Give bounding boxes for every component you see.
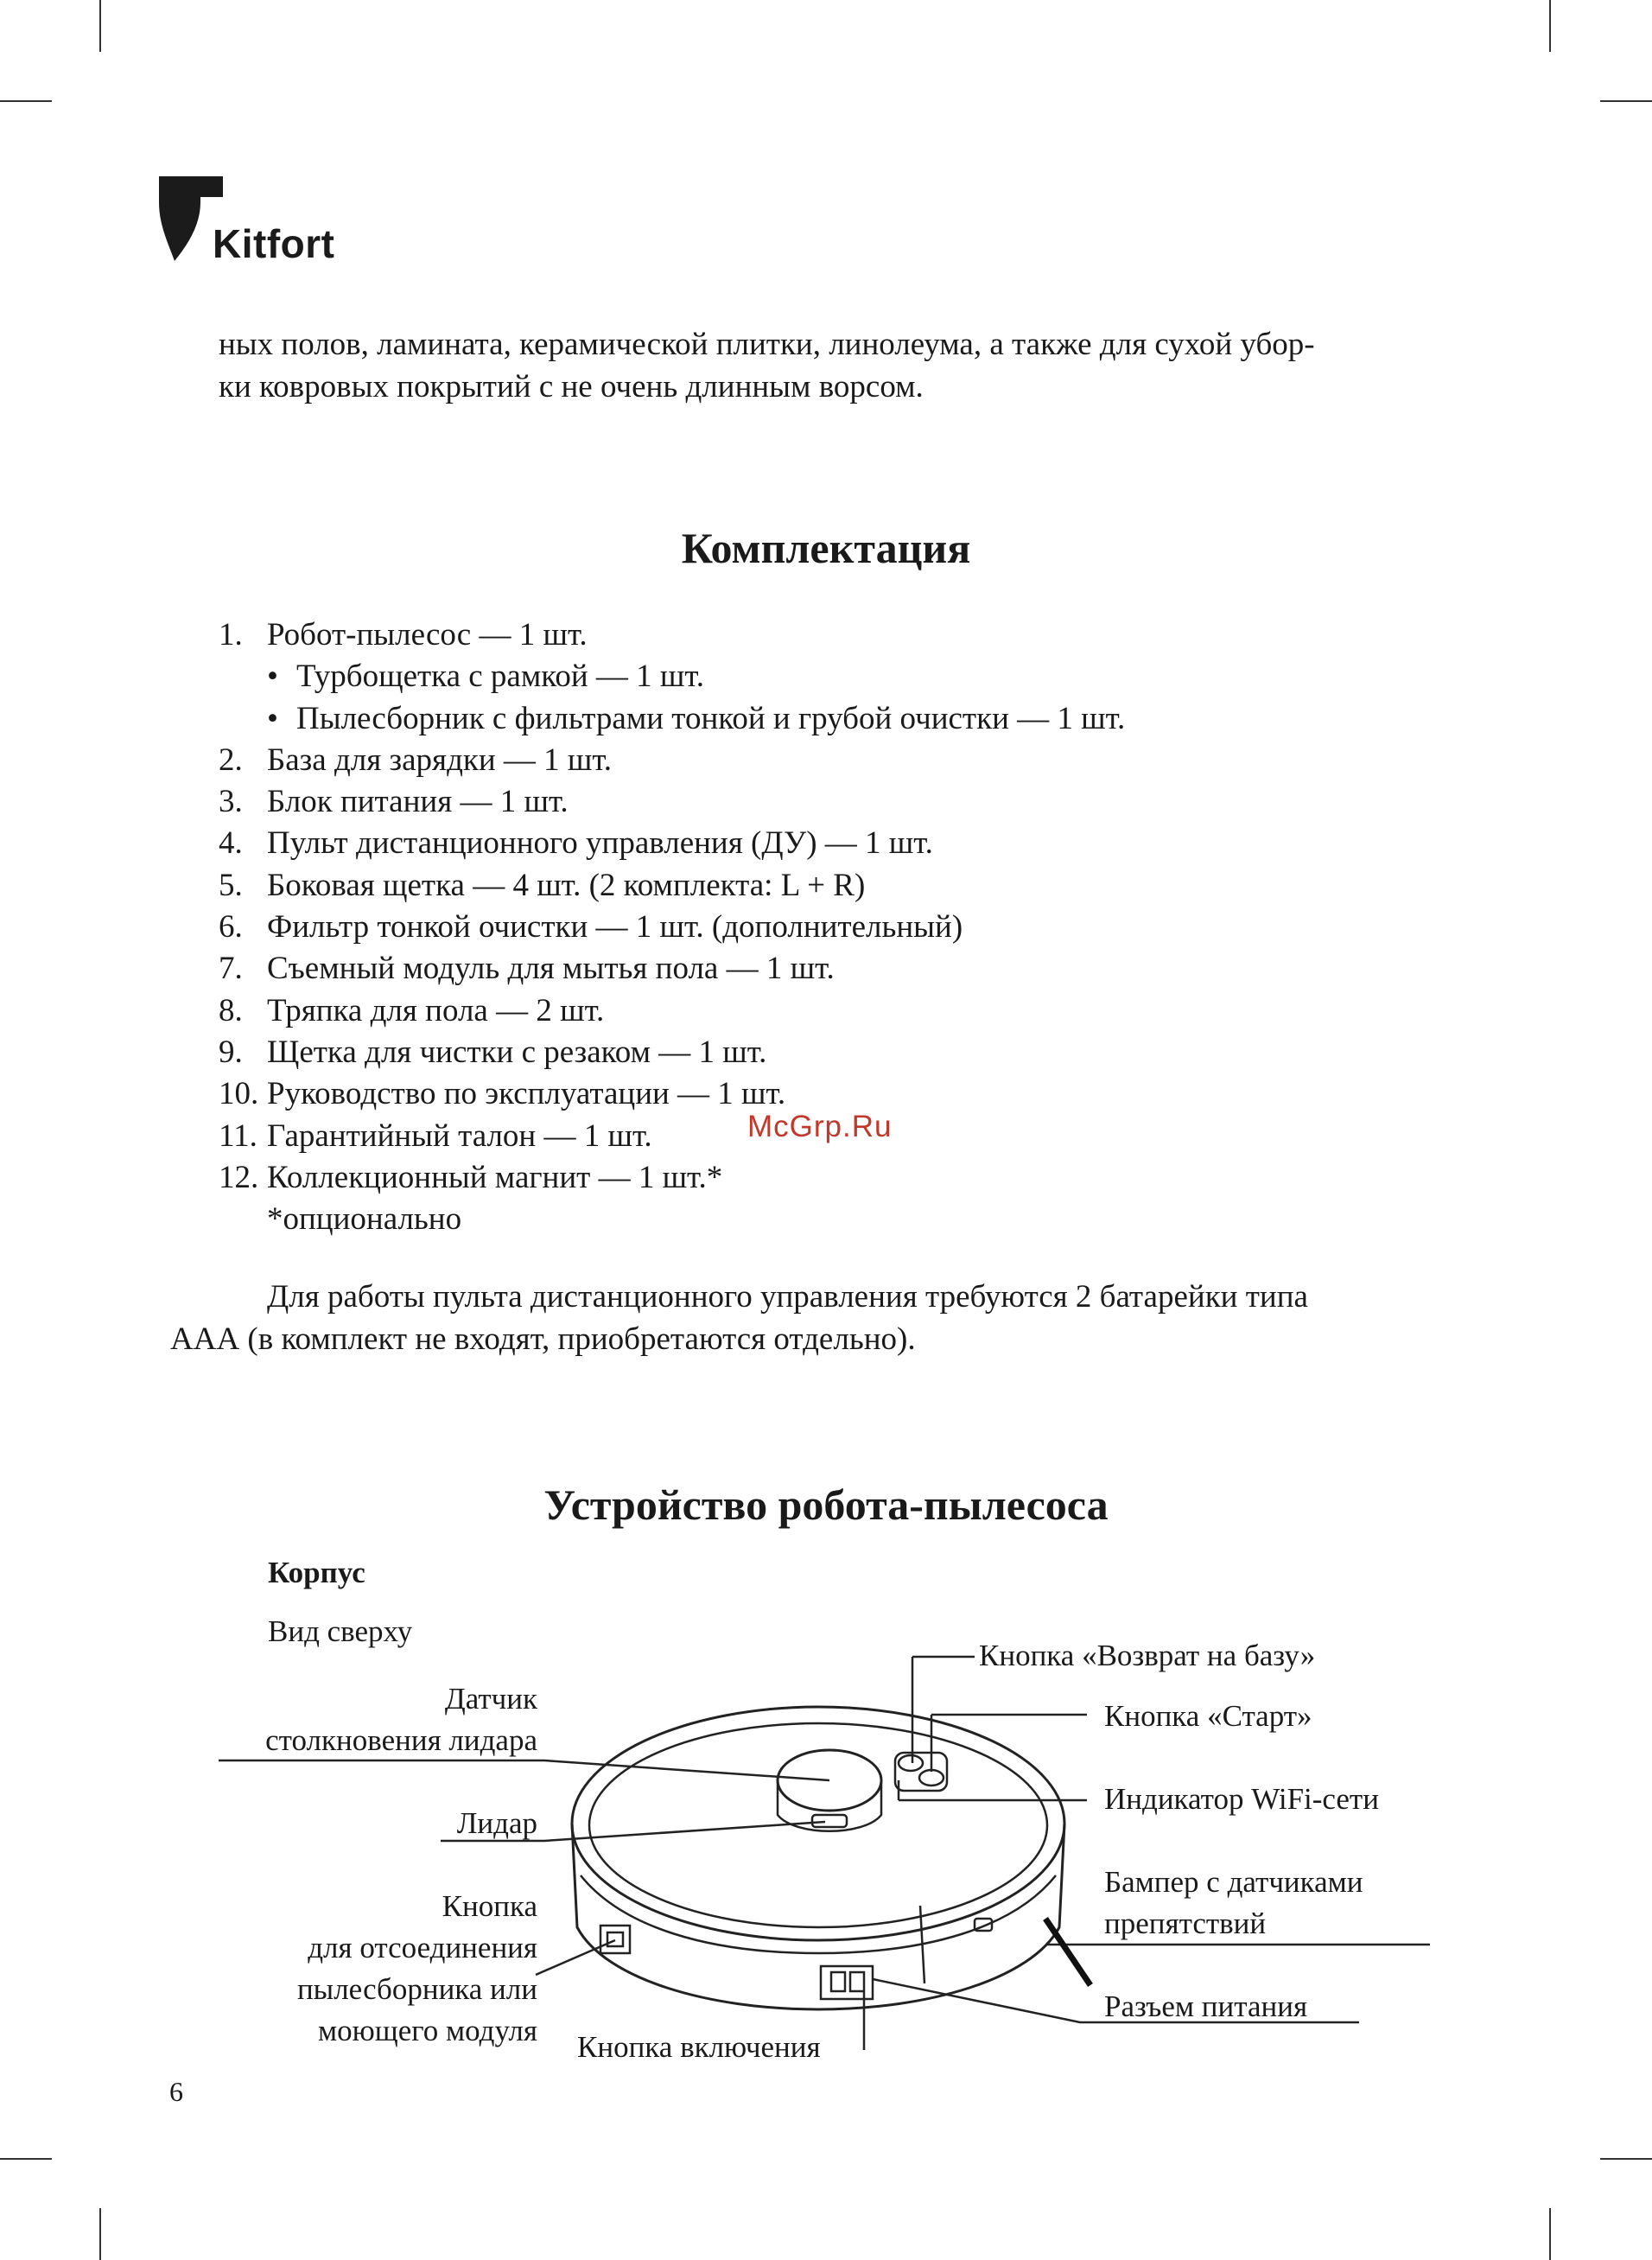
battery-note: Для работы пульта дистанционного управления требуются 2 батарейки типа ААА (в комплект не входят, приобретаются отдельно). xyxy=(170,1279,1308,1357)
brand-name: Kitfort xyxy=(213,221,335,266)
page-number: 6 xyxy=(169,2076,183,2107)
list-item: 2. База для зарядки — 1 шт. xyxy=(219,742,613,778)
footnote: *опционально xyxy=(267,1201,462,1238)
view-caption: Вид сверху xyxy=(268,1614,413,1648)
lidar-label: Лидар xyxy=(456,1806,537,1840)
watermark: McGrp.Ru xyxy=(747,1110,893,1143)
intro-line: ки ковровых покрытий с не очень длинным ворсом. xyxy=(219,369,924,404)
release-button-label: Кнопка для отсоединения пылесборника или моющего модуля xyxy=(296,1889,537,2047)
list-item: 4. Пульт дистанционного управления (ДУ) — 1 шт. xyxy=(219,825,933,862)
intro-line: ных полов, ламината, керамической плитки, линолеума, а также для сухой убор- xyxy=(219,327,1315,362)
lidar-sensor-label: Датчик столкновения лидара xyxy=(265,1682,537,1757)
list-subitem: • Пылесборник с фильтрами тонкой и грубой очистки — 1 шт. xyxy=(267,700,1126,736)
power-switch-label: Кнопка включения xyxy=(577,2030,821,2064)
wifi-indicator-label: Индикатор WiFi-сети xyxy=(1104,1782,1379,1816)
body-subheading: Корпус xyxy=(268,1556,365,1589)
list-item: 3. Блок питания — 1 шт. xyxy=(219,784,569,820)
bumper-label: Бампер с датчиками препятствий xyxy=(1104,1865,1363,1940)
list-item: 1. Робот-пылесос — 1 шт. xyxy=(219,617,588,653)
list-item: 12. Коллекционный магнит — 1 шт.* xyxy=(219,1159,723,1195)
power-socket-label: Разъем питания xyxy=(1104,1989,1308,2023)
list-item: 10. Руководство по эксплуатации — 1 шт. xyxy=(219,1076,786,1112)
contents-heading: Комплектация xyxy=(681,524,971,572)
list-item: 9. Щетка для чистки с резаком — 1 шт. xyxy=(219,1034,767,1070)
list-subitem: • Турбощетка с рамкой — 1 шт. xyxy=(267,659,705,695)
list-item: 6. Фильтр тонкой очистки — 1 шт. (дополнительный) xyxy=(219,909,963,945)
list-item: 8. Тряпка для пола — 2 шт. xyxy=(219,992,605,1028)
list-item: 5. Боковая щетка — 4 шт. (2 комплекта: L + R) xyxy=(219,867,866,903)
list-item: 7. Съемный модуль для мытья пола — 1 шт. xyxy=(219,951,835,987)
device-heading: Устройство робота-пылесоса xyxy=(543,1480,1109,1529)
list-item: 11. Гарантийный талон — 1 шт. xyxy=(219,1117,652,1154)
start-button-label: Кнопка «Старт» xyxy=(1104,1699,1312,1733)
home-button-label: Кнопка «Возврат на базу» xyxy=(979,1639,1316,1672)
